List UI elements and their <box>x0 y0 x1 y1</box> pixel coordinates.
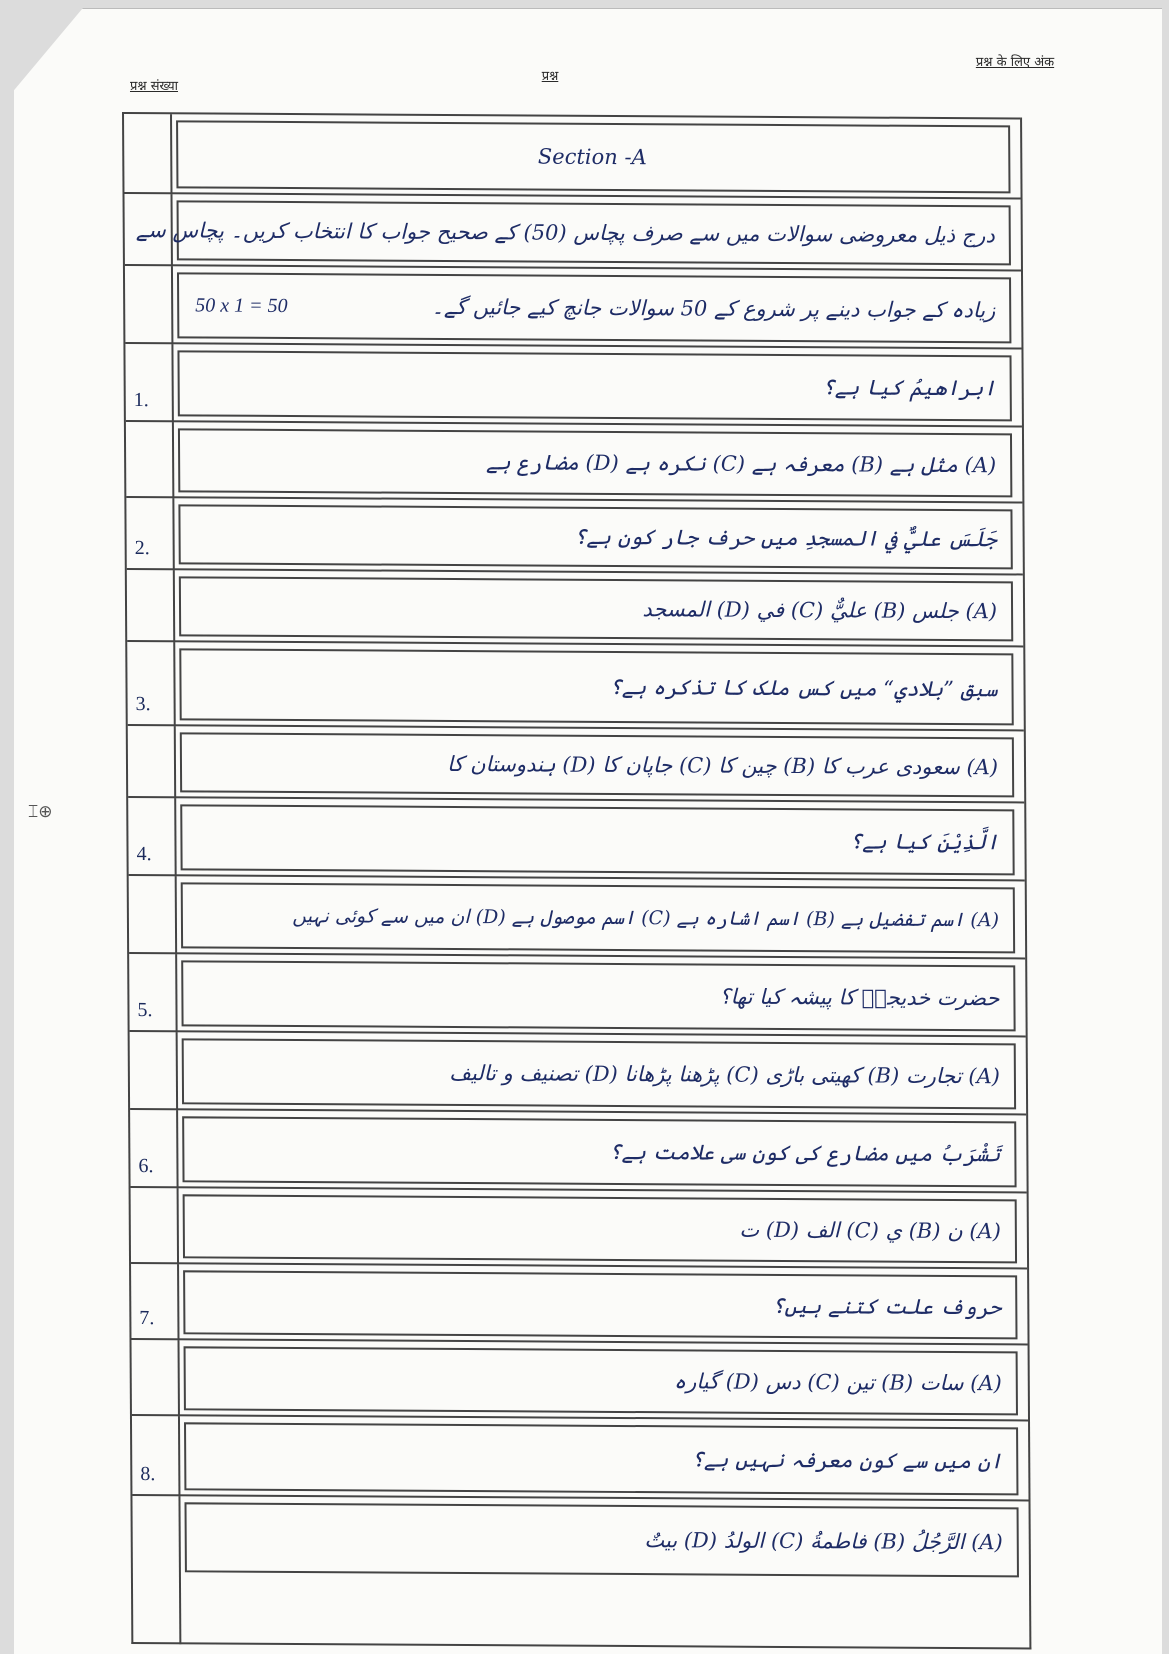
header-question: प्रश्न <box>541 69 559 84</box>
question-text: سبق ”بلادي“ میں کس ملک کا تذکرہ ہے؟ <box>609 674 998 702</box>
header-question-number: प्रश्न संख्या <box>129 79 179 94</box>
question-number: 3. <box>135 693 151 716</box>
options-row <box>131 1338 1028 1421</box>
instruction-row <box>124 192 1021 271</box>
question-text: الَّذِيْنَ کیا ہے؟ <box>849 829 999 855</box>
answer-options: (A) سات (B) تین (C) دس (D) گیارہ <box>673 1369 1002 1396</box>
question-text: حضرت خدیجہؓ کا پیشہ کیا تھا؟ <box>719 984 1000 1011</box>
instruction-line: درج ذیل معروضی سوالات میں سے صرف پچاس (50) کے صحیح جواب کا انتخاب کریں۔ پچاس سے <box>135 218 995 248</box>
question-text: حروف علت کتنے ہیں؟ <box>772 1293 1002 1320</box>
answer-options: (A) الرَّجُلُ (B) فاطمةُ (C) الولدُ (D) بیتٌ <box>644 1528 1003 1555</box>
question-text: ان میں سے کون معرفہ نہیں ہے؟ <box>691 1447 1003 1474</box>
question-row <box>131 1262 1028 1345</box>
answer-options: (A) جلس (B) عليٌّ (C) في (D) المسجد <box>642 597 998 624</box>
question-table <box>122 112 1031 1649</box>
options-row <box>131 1186 1028 1269</box>
question-row <box>126 496 1023 575</box>
instruction-line: زیادہ کے جواب دینے پر شروع کے 50 سوالات جانچ کیے جائیں گے۔ <box>431 294 996 323</box>
options-row <box>132 1494 1029 1649</box>
question-text: جَلَسَ عليٌّ في المسجدِ میں حرف جار کون ہے؟ <box>573 524 997 552</box>
header-marks: प्रश्न के लिए अंक <box>975 55 1055 70</box>
question-number: 4. <box>136 843 152 866</box>
section-row <box>124 112 1021 199</box>
question-text: ابراهيمُ کیا ہے؟ <box>822 375 996 401</box>
options-row <box>128 724 1025 803</box>
question-number: 5. <box>137 999 153 1022</box>
question-number: 6. <box>138 1155 154 1178</box>
question-number: 2. <box>134 537 150 560</box>
question-row <box>125 342 1022 427</box>
options-row <box>130 1030 1027 1115</box>
answer-options: (A) اسم تفضیل ہے (B) اسم اشارہ ہے (C) اسم موصول ہے (D) ان میں سے کوئی نہیں <box>292 904 1000 932</box>
question-number: 1. <box>133 389 149 412</box>
answer-options: (A) ن (B) ي (C) الف (D) ت <box>739 1217 1001 1244</box>
answer-options: (A) تجارت (B) کھیتی باڑی (C) پڑھنا پڑھانا (D) تصنیف و تالیف <box>449 1060 1000 1089</box>
registration-mark-icon: ⌶⊕ <box>28 802 53 822</box>
question-row <box>127 640 1024 731</box>
options-row <box>129 874 1026 959</box>
question-row <box>130 1108 1027 1193</box>
question-number: 7. <box>139 1307 155 1330</box>
question-number: 8. <box>140 1463 156 1486</box>
answer-options: (A) سعودی عرب کا (B) چین کا (C) جاپان کا (D) ہندوستان کا <box>446 751 999 780</box>
question-row <box>128 796 1025 881</box>
marks-formula: 50 x 1 = 50 <box>195 293 288 317</box>
question-row <box>129 952 1026 1037</box>
options-row <box>127 568 1024 647</box>
instruction-row <box>125 264 1022 349</box>
answer-options: (A) مثل ہے (B) معرفہ ہے (C) نکرہ ہے (D) مضارع ہے <box>485 450 997 478</box>
question-text: تَشْرَبُ میں مضارع کی کون سی علامت ہے؟ <box>609 1139 1001 1167</box>
question-row <box>132 1414 1029 1501</box>
section-title: Section -A <box>537 144 647 170</box>
options-row <box>126 420 1023 503</box>
